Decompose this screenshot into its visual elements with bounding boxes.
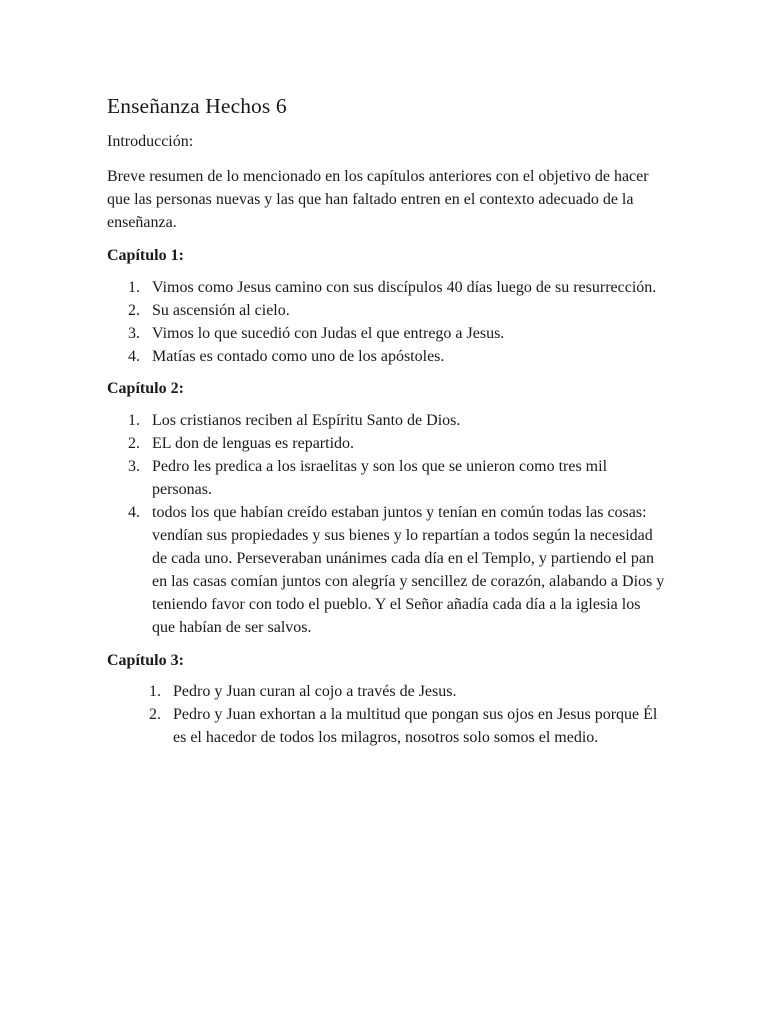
list-item xyxy=(107,322,672,345)
chapter-3-section xyxy=(107,649,667,749)
list-item-text: Pedro les predica a los israelitas y son los que se unieron como tres mil personas. xyxy=(152,458,608,498)
intro-paragraph: Breve resumen de lo mencionado en los capítulos anteriores con el objetivo de hacer que las personas nuevas y las que han faltado entren en el contexto adecuado de la enseñanza. xyxy=(107,168,649,231)
list-item-text: EL don de lenguas es repartido. xyxy=(152,435,355,452)
list-item-number: 2. xyxy=(128,302,140,319)
list-item xyxy=(107,345,672,368)
document-page xyxy=(107,92,667,749)
list-item-number: 2. xyxy=(128,435,140,452)
chapter-1-list xyxy=(107,276,667,368)
list-item-number: 1. xyxy=(128,412,140,429)
list-item xyxy=(107,703,661,749)
list-item-number: 1. xyxy=(128,279,140,296)
list-item xyxy=(107,432,667,455)
list-item xyxy=(107,680,661,703)
list-item-number: 4. xyxy=(128,348,140,365)
list-item-number: 3. xyxy=(128,458,140,475)
list-item-text: Vimos como Jesus camino con sus discípulos 40 días luego de su resurrección. xyxy=(152,279,657,296)
list-item-number: 3. xyxy=(128,325,140,342)
list-item xyxy=(107,455,667,501)
list-item-text: Vimos lo que sucedió con Judas el que entrego a Jesus. xyxy=(152,325,505,342)
list-item-text: Su ascensión al cielo. xyxy=(152,302,290,319)
list-item xyxy=(107,409,667,432)
list-item-text: Pedro y Juan curan al cojo a través de Jesus. xyxy=(173,683,457,700)
list-item xyxy=(107,276,672,299)
chapter-1-section xyxy=(107,244,667,368)
list-item-number: 2. xyxy=(149,706,161,723)
chapter-2-heading: Capítulo 2: xyxy=(107,380,184,397)
document-title: Enseñanza Hechos 6 xyxy=(107,94,287,118)
chapter-1-heading: Capítulo 1: xyxy=(107,247,184,264)
chapter-3-list xyxy=(107,680,667,749)
list-item xyxy=(107,501,667,639)
list-item xyxy=(107,299,672,322)
intro-label: Introducción: xyxy=(107,133,194,150)
chapter-2-section xyxy=(107,377,667,639)
list-item-text: Los cristianos reciben al Espíritu Santo de Dios. xyxy=(152,412,461,429)
list-item-number: 4. xyxy=(128,504,140,521)
list-item-text: todos los que habían creído estaban juntos y tenían en común todas las cosas: vendían sus propiedades y sus bienes y lo repartían a todos según la necesidad de cada uno. Perseveraban unánimes cada día en el Templo, y partiendo el pan en las casas comían juntos con alegría y sencillez de corazón, alabando a Dios y teniendo favor con todo el pueblo. Y el Señor añadía cada día a la iglesia los que habían de ser salvos. xyxy=(152,504,665,636)
chapter-3-heading: Capítulo 3: xyxy=(107,652,184,669)
chapter-2-list xyxy=(107,409,667,639)
list-item-number: 1. xyxy=(149,683,161,700)
list-item-text: Pedro y Juan exhortan a la multitud que pongan sus ojos en Jesus porque Él es el hacedor de todos los milagros, nosotros solo somos el medio. xyxy=(173,706,658,746)
list-item-text: Matías es contado como uno de los apóstoles. xyxy=(152,348,445,365)
